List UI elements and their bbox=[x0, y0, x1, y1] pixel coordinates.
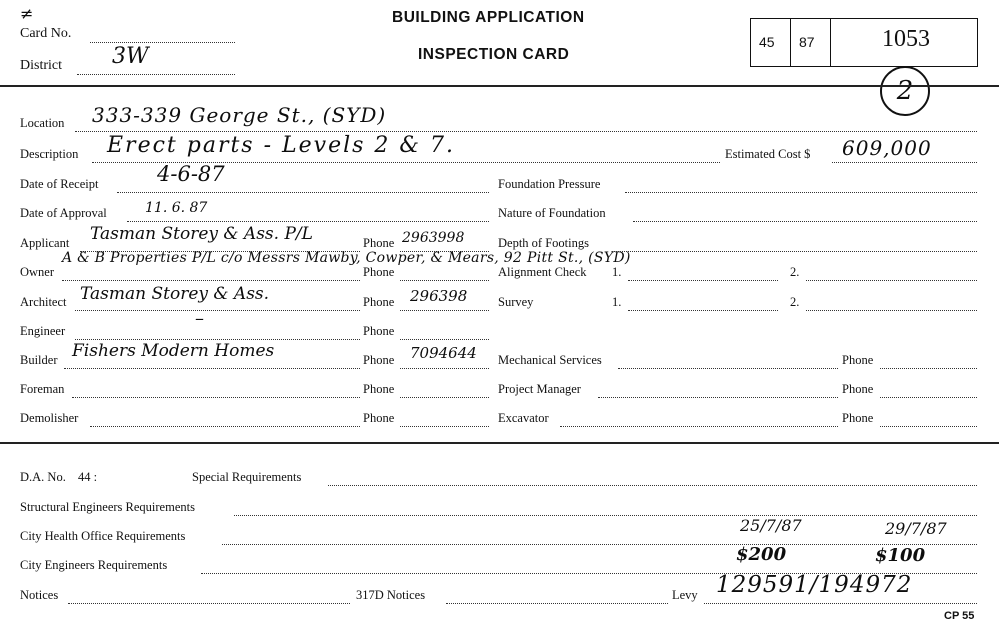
estimated-cost-line bbox=[832, 162, 977, 163]
builder-line bbox=[64, 368, 360, 369]
notices-317d-label: 317D Notices bbox=[356, 588, 426, 602]
nature-foundation-line bbox=[633, 221, 977, 222]
architect-phone-line bbox=[400, 310, 489, 311]
foreman-phone-label: Phone bbox=[363, 382, 395, 396]
levy-line bbox=[704, 603, 977, 604]
applicant-phone-label: Phone bbox=[363, 236, 395, 250]
owner-label: Owner bbox=[20, 265, 55, 279]
card-no-line bbox=[90, 42, 235, 43]
architect-label: Architect bbox=[20, 295, 67, 309]
excavator-phone-label: Phone bbox=[842, 411, 874, 425]
box-value-2: 87 bbox=[799, 34, 815, 50]
builder-value: Fishers Modern Homes bbox=[72, 341, 275, 361]
levy-value: 129591/194972 bbox=[716, 572, 913, 598]
location-line bbox=[75, 131, 977, 132]
architect-line bbox=[75, 310, 360, 311]
structural-label: Structural Engineers Requirements bbox=[20, 500, 195, 514]
foreman-line bbox=[72, 397, 360, 398]
title-line-1: BUILDING APPLICATION bbox=[392, 9, 585, 26]
owner-phone-label: Phone bbox=[363, 265, 395, 279]
health-date-2: 29/7/87 bbox=[885, 519, 947, 538]
survey-line-1 bbox=[628, 310, 778, 311]
engineer-phone-line bbox=[400, 339, 489, 340]
demolisher-line bbox=[90, 426, 360, 427]
da-value: 44 : bbox=[78, 470, 98, 484]
estimated-cost-label: Estimated Cost $ bbox=[725, 147, 811, 161]
demolisher-phone-line bbox=[400, 426, 489, 427]
top-divider bbox=[0, 85, 999, 87]
circled-number-text: 2 bbox=[896, 76, 914, 106]
owner-line bbox=[62, 280, 360, 281]
owner-value: A & B Properties P/L c/o Messrs Mawby, Cowper, & Mears, 92 Pitt St., (SYD) bbox=[62, 250, 631, 266]
engineers-amt-1: $200 bbox=[736, 544, 787, 565]
notices-label: Notices bbox=[20, 588, 59, 602]
da-label: D.A. No. bbox=[20, 470, 66, 484]
survey-num-2: 2. bbox=[790, 295, 800, 309]
nature-foundation-label: Nature of Foundation bbox=[498, 206, 606, 220]
foreman-phone-line bbox=[400, 397, 489, 398]
date-approval-label: Date of Approval bbox=[20, 206, 107, 220]
form-code: CP 55 bbox=[944, 610, 975, 622]
district-line bbox=[77, 74, 235, 75]
location-label: Location bbox=[20, 116, 65, 130]
health-date-1: 25/7/87 bbox=[740, 516, 802, 535]
special-line bbox=[328, 485, 977, 486]
estimated-cost-value: 609,000 bbox=[842, 136, 932, 160]
engineers-label: City Engineers Requirements bbox=[20, 558, 168, 572]
survey-num-1: 1. bbox=[612, 295, 622, 309]
date-approval-value: 11. 6. 87 bbox=[145, 200, 208, 216]
district-label: District bbox=[20, 58, 62, 73]
architect-phone: 296398 bbox=[410, 287, 468, 305]
box-value-1: 45 bbox=[759, 34, 775, 50]
mechanical-label: Mechanical Services bbox=[498, 353, 602, 367]
foundation-pressure-label: Foundation Pressure bbox=[498, 177, 601, 191]
health-line bbox=[222, 544, 977, 545]
special-label: Special Requirements bbox=[192, 470, 302, 484]
project-manager-phone-line bbox=[880, 397, 977, 398]
date-receipt-line bbox=[117, 192, 489, 193]
box-divider-2 bbox=[830, 18, 831, 66]
box-divider-1 bbox=[790, 18, 791, 66]
depth-footings-label: Depth of Footings bbox=[498, 236, 589, 250]
engineer-line bbox=[75, 339, 360, 340]
project-manager-phone-label: Phone bbox=[842, 382, 874, 396]
excavator-line bbox=[560, 426, 838, 427]
structural-line bbox=[234, 515, 977, 516]
foundation-pressure-line bbox=[625, 192, 977, 193]
builder-phone-line bbox=[400, 368, 489, 369]
alignment-num-1: 1. bbox=[612, 265, 622, 279]
date-approval-line bbox=[127, 221, 489, 222]
levy-label: Levy bbox=[672, 588, 698, 602]
survey-label: Survey bbox=[498, 295, 534, 309]
alignment-num-2: 2. bbox=[790, 265, 800, 279]
engineer-value: – bbox=[195, 308, 204, 329]
location-value: 333-339 George St., (SYD) bbox=[92, 103, 387, 127]
demolisher-label: Demolisher bbox=[20, 411, 79, 425]
project-manager-label: Project Manager bbox=[498, 382, 581, 396]
survey-line-2 bbox=[806, 310, 977, 311]
circled-number bbox=[880, 66, 930, 116]
engineer-phone-label: Phone bbox=[363, 324, 395, 338]
engineer-label: Engineer bbox=[20, 324, 66, 338]
engineers-amt-2: $100 bbox=[875, 545, 926, 566]
applicant-value: Tasman Storey & Ass. P/L bbox=[90, 224, 313, 244]
card-number: 1053 bbox=[882, 26, 930, 52]
health-label: City Health Office Requirements bbox=[20, 529, 186, 543]
card-number-box bbox=[750, 18, 978, 67]
architect-phone-label: Phone bbox=[363, 295, 395, 309]
alignment-label: Alignment Check bbox=[498, 265, 587, 279]
builder-phone: 7094644 bbox=[410, 344, 477, 362]
title-line-2: INSPECTION CARD bbox=[418, 46, 570, 63]
card-no-label: Card No. bbox=[20, 26, 72, 41]
description-label: Description bbox=[20, 147, 79, 161]
owner-phone-line bbox=[400, 280, 489, 281]
alignment-line-1 bbox=[628, 280, 778, 281]
foreman-label: Foreman bbox=[20, 382, 65, 396]
applicant-phone: 2963998 bbox=[402, 230, 465, 246]
depth-footings-line bbox=[612, 251, 977, 252]
notices-line bbox=[68, 603, 350, 604]
excavator-label: Excavator bbox=[498, 411, 549, 425]
builder-phone-label: Phone bbox=[363, 353, 395, 367]
builder-label: Builder bbox=[20, 353, 58, 367]
mechanical-phone-line bbox=[880, 368, 977, 369]
date-receipt-label: Date of Receipt bbox=[20, 177, 99, 191]
architect-value: Tasman Storey & Ass. bbox=[80, 284, 270, 304]
mechanical-line bbox=[618, 368, 838, 369]
project-manager-line bbox=[598, 397, 838, 398]
middle-divider bbox=[0, 442, 999, 444]
description-value: Erect parts - Levels 2 & 7. bbox=[107, 133, 455, 158]
date-receipt-value: 4-6-87 bbox=[157, 162, 225, 186]
alignment-line-2 bbox=[806, 280, 977, 281]
strike-mark: ≠ bbox=[20, 4, 34, 23]
district-value: 3W bbox=[112, 44, 149, 69]
demolisher-phone-label: Phone bbox=[363, 411, 395, 425]
excavator-phone-line bbox=[880, 426, 977, 427]
notices-317d-line bbox=[446, 603, 668, 604]
applicant-label: Applicant bbox=[20, 236, 70, 250]
mechanical-phone-label: Phone bbox=[842, 353, 874, 367]
